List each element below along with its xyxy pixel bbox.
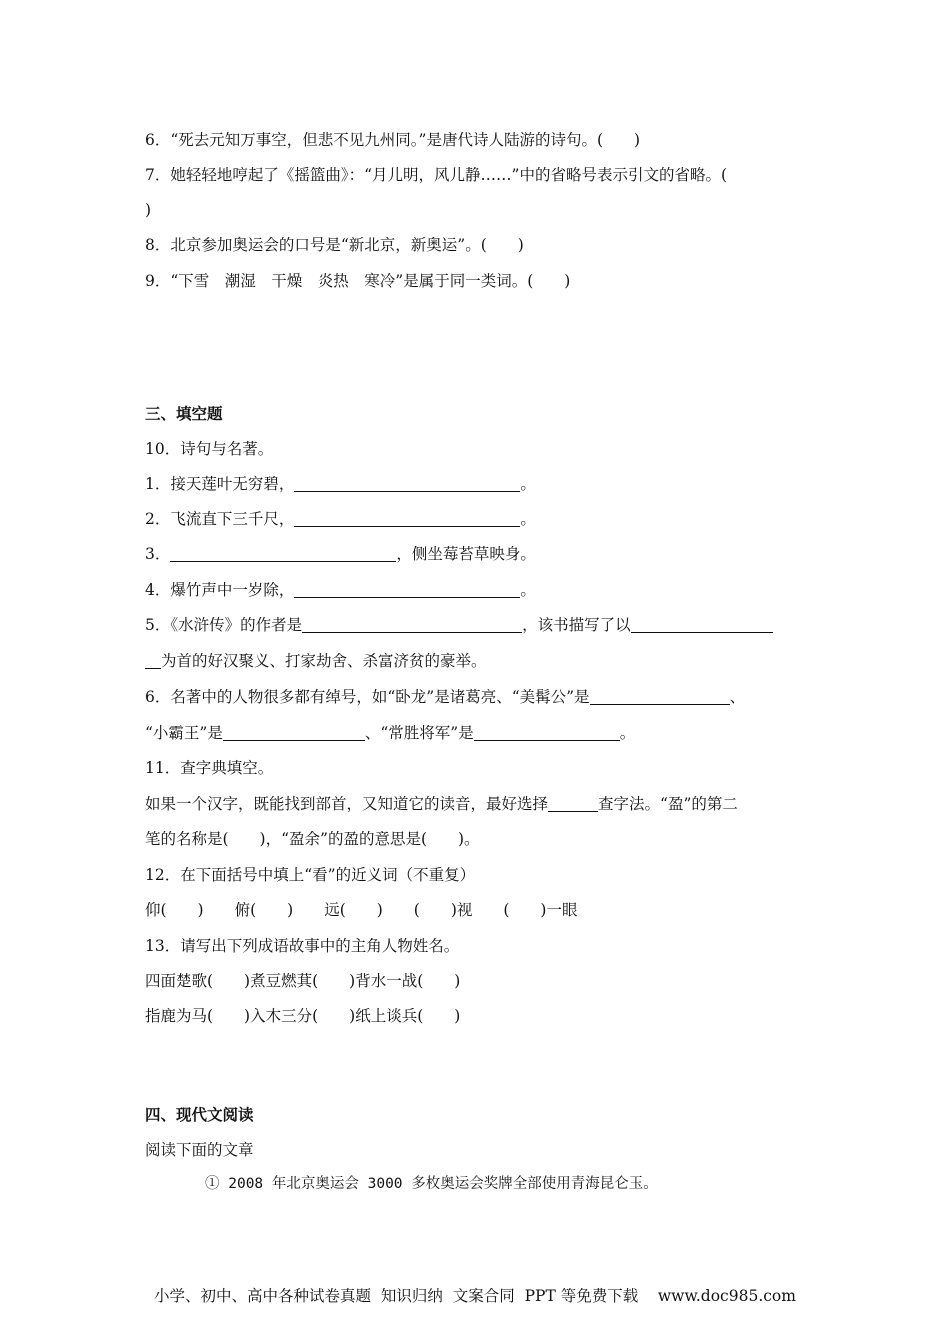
answer-blank[interactable] <box>548 795 598 812</box>
answer-blank[interactable] <box>474 724 620 741</box>
answer-blank[interactable] <box>145 652 161 669</box>
fill-item-6-sep: 、 <box>729 688 746 706</box>
question-10: 10．诗句与名著。 <box>145 440 274 458</box>
fill-item-5-cont <box>145 651 487 671</box>
question-11-text-2: 查字法。“盈”的第二 <box>598 795 738 813</box>
answer-blank[interactable] <box>302 616 522 633</box>
fill-item-5-mid: ，该书描写了以 <box>522 616 631 634</box>
fill-item-6 <box>145 687 745 707</box>
fill-item-6-text: 6．名著中的人物很多都有绰号，如“卧龙”是诸葛亮、“美髯公”是 <box>145 688 590 706</box>
question-6: 6．“死去元知万事空，但悲不见九州同。”是唐代诗人陆游的诗句。( ) <box>145 131 641 149</box>
answer-blank[interactable] <box>631 616 773 633</box>
fill-item-5 <box>145 615 773 635</box>
question-13: 13．请写出下列成语故事中的主角人物姓名。 <box>145 937 460 955</box>
question-11-text: 如果一个汉字，既能找到部首，又知道它的读音，最好选择 <box>145 795 549 813</box>
answer-blank[interactable] <box>223 724 365 741</box>
fill-item-2 <box>145 509 536 529</box>
question-11-body <box>145 794 738 814</box>
reading-intro: 阅读下面的文章 <box>145 1141 254 1159</box>
question-11: 11．查字典填空。 <box>145 759 274 777</box>
question-12: 12．在下面括号中填上“看”的近义词（不重复） <box>145 866 476 884</box>
question-13-row-1: 四面楚歌( )煮豆燃萁( )背水一战( ) <box>145 972 461 990</box>
fill-item-6-end: 。 <box>619 724 636 742</box>
answer-blank[interactable] <box>590 688 730 705</box>
answer-blank[interactable] <box>294 510 520 527</box>
fill-item-3-num: 3． <box>145 545 171 563</box>
fill-item-4-text: 4．爆竹声中一岁除， <box>145 581 295 599</box>
question-13-row-2: 指鹿为马( )入木三分( )纸上谈兵( ) <box>145 1007 461 1025</box>
question-8: 8．北京参加奥运会的口号是“新北京，新奥运”。( ) <box>145 236 524 254</box>
footer-text: 小学、初中、高中各种试卷真题 知识归纳 文案合同 PPT 等免费下载 www.doc985.com <box>154 1287 796 1305</box>
question-7-bracket: ) <box>145 201 152 219</box>
question-7: 7．她轻轻地哼起了《摇篮曲》：“月儿明，风儿静……”中的省略号表示引文的省略。( <box>145 166 728 184</box>
fill-item-2-text: 2．飞流直下三千尺， <box>145 510 295 528</box>
question-9: 9．“下雪 潮湿 干燥 炎热 寒冷”是属于同一类词。( ) <box>145 272 571 290</box>
fill-item-1 <box>145 474 536 494</box>
answer-blank[interactable] <box>170 545 396 562</box>
fill-item-5-end: 为首的好汉聚义、打家劫舍、杀富济贫的豪举。 <box>161 652 487 670</box>
fill-item-2-end: 。 <box>520 510 536 528</box>
section-4-title: 四、现代文阅读 <box>145 1106 254 1124</box>
fill-item-4-end: 。 <box>520 581 536 599</box>
fill-item-1-text: 1．接天莲叶无穷碧， <box>145 475 295 493</box>
fill-item-4 <box>145 580 536 600</box>
fill-item-3 <box>145 544 536 564</box>
fill-item-1-end: 。 <box>520 475 536 493</box>
answer-blank[interactable] <box>294 475 520 492</box>
fill-item-3-text: ，侧坐莓苔草映身。 <box>396 545 536 563</box>
section-3-title: 三、填空题 <box>145 405 223 423</box>
fill-item-6-cont <box>145 723 635 743</box>
fill-item-6-changsheng: 、“常胜将军”是 <box>364 724 474 742</box>
reading-paragraph-1: ① 2008 年北京奥运会 3000 多枚奥运会奖牌全部使用青海昆仑玉。 <box>205 1176 658 1192</box>
fill-item-6-xiaobawang: “小霸王”是 <box>145 724 223 742</box>
question-11-body-2: 笔的名称是( )，“盈余”的盈的意思是( )。 <box>145 830 480 848</box>
question-12-row: 仰( ) 俯( ) 远( ) ( )视 ( )一眼 <box>145 901 578 919</box>
fill-item-5-text: 5．《水浒传》的作者是 <box>145 616 303 634</box>
answer-blank[interactable] <box>294 581 520 598</box>
